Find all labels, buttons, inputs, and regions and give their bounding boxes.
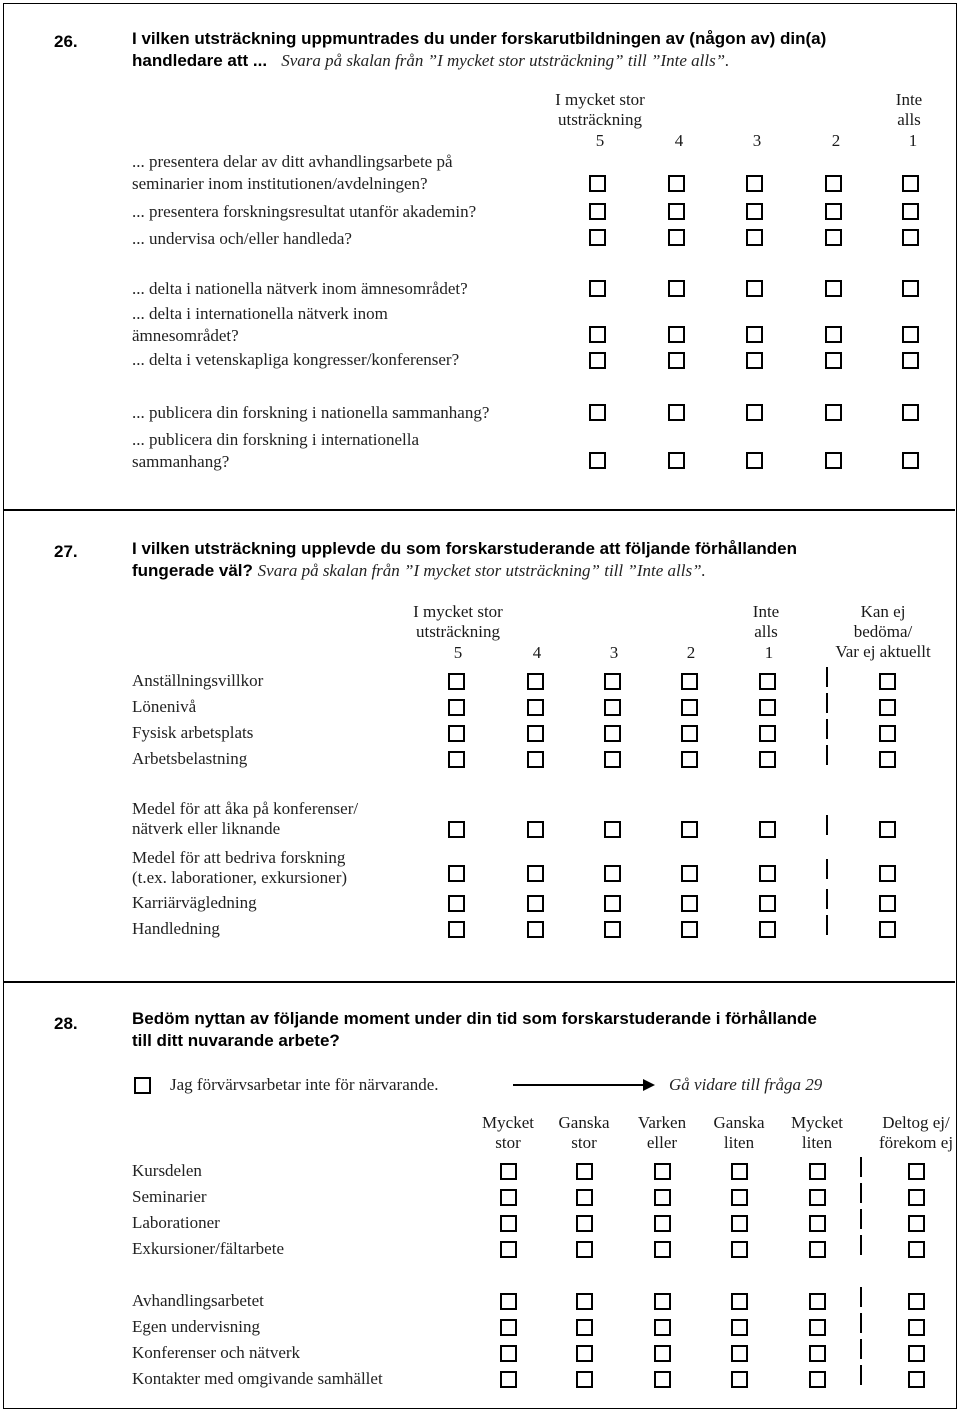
q28-column-header-line: liten	[723, 1133, 755, 1152]
q27-checkbox[interactable]	[759, 821, 776, 838]
q26-item-label: ... delta i vetenskapliga kongresser/konferenser?	[132, 350, 460, 369]
q26-checkbox[interactable]	[825, 326, 842, 343]
q28-checkbox[interactable]	[576, 1293, 593, 1310]
q28-checkbox[interactable]	[654, 1189, 671, 1206]
q27-checkbox[interactable]	[604, 673, 621, 690]
not-working-label: Jag förvärvsarbetar inte för närvarande.	[170, 1075, 439, 1094]
q27-checkbox[interactable]	[448, 725, 465, 742]
q28-checkbox[interactable]	[500, 1319, 517, 1336]
q27-checkbox[interactable]	[604, 865, 621, 882]
q28-checkbox[interactable]	[731, 1215, 748, 1232]
q26-item-label: ... presentera delar av ditt avhandlingsarbete på	[132, 152, 453, 171]
q27-scale-3: 3	[609, 643, 619, 662]
q27-item-label: Karriärvägledning	[132, 893, 257, 912]
q26-header-high-line2: utsträckning	[557, 110, 643, 129]
skip-arrow-icon	[513, 1084, 645, 1086]
q26-checkbox[interactable]	[902, 229, 919, 246]
q26-checkbox[interactable]	[902, 280, 919, 297]
q28-column-header-line: Deltog ej/	[882, 1113, 950, 1132]
section-divider-2	[4, 981, 955, 983]
q28-checkbox[interactable]	[654, 1371, 671, 1388]
q26-item-label: ämnesområdet?	[132, 326, 239, 345]
q28-item-label: Egen undervisning	[132, 1317, 260, 1336]
q28-checkbox[interactable]	[731, 1189, 748, 1206]
q27-item-label: Medel för att åka på konferenser/	[132, 799, 359, 818]
q26-checkbox[interactable]	[668, 280, 685, 297]
q27-checkbox[interactable]	[604, 751, 621, 768]
q26-scale-1: 1	[908, 131, 918, 150]
q26-header-high-line1: I mycket stor	[555, 90, 645, 109]
q28-column-header-line: Ganska	[713, 1113, 765, 1132]
q26-item-label: ... undervisa och/eller handleda?	[132, 229, 352, 248]
q27-header-na-line1: Kan ej	[860, 602, 906, 621]
q26-checkbox[interactable]	[902, 404, 919, 421]
q26-checkbox[interactable]	[589, 175, 606, 192]
q27-checkbox[interactable]	[681, 699, 698, 716]
skip-instruction: Gå vidare till fråga 29	[669, 1075, 823, 1094]
q28-checkbox[interactable]	[576, 1189, 593, 1206]
q26-checkbox[interactable]	[589, 203, 606, 220]
q27-instruction: Svara på skalan från ”I mycket stor utsträckning” till ”Inte alls”.	[257, 561, 706, 580]
q28-checkbox[interactable]	[500, 1371, 517, 1388]
q26-checkbox[interactable]	[746, 326, 763, 343]
q27-na-checkbox[interactable]	[879, 725, 896, 742]
q28-checkbox[interactable]	[654, 1215, 671, 1232]
q26-checkbox[interactable]	[589, 229, 606, 246]
q27-header-na-line2: bedöma/	[853, 622, 913, 641]
q27-na-checkbox[interactable]	[879, 751, 896, 768]
q27-separator	[826, 859, 828, 879]
q28-column-header-line: stor	[571, 1133, 597, 1152]
q27-separator	[826, 667, 828, 687]
q26-instruction: Svara på skalan från ”I mycket stor utsträckning” till ”Inte alls”.	[281, 51, 730, 70]
q27-item-label: nätverk eller liknande	[132, 819, 281, 838]
q27-checkbox[interactable]	[448, 673, 465, 690]
survey-page	[3, 3, 957, 1409]
q26-checkbox[interactable]	[668, 203, 685, 220]
q28-separator	[860, 1287, 862, 1307]
q28-column-header-line: liten	[801, 1133, 833, 1152]
q27-checkbox[interactable]	[681, 865, 698, 882]
q27-scale-4: 4	[532, 643, 542, 662]
q27-checkbox[interactable]	[681, 821, 698, 838]
q28-separator	[860, 1313, 862, 1333]
q28-separator	[860, 1235, 862, 1255]
q28-number: 28.	[54, 1014, 78, 1033]
q28-na-checkbox[interactable]	[908, 1215, 925, 1232]
q26-checkbox[interactable]	[902, 352, 919, 369]
q26-checkbox[interactable]	[589, 326, 606, 343]
q26-checkbox[interactable]	[746, 352, 763, 369]
q28-title-line1: Bedöm nyttan av följande moment under din tid som forskarstuderande i förhållande	[132, 1009, 817, 1028]
q27-item-label: Anställningsvillkor	[132, 671, 264, 690]
q28-na-checkbox[interactable]	[908, 1371, 925, 1388]
q26-checkbox[interactable]	[668, 229, 685, 246]
q26-checkbox[interactable]	[825, 280, 842, 297]
q28-checkbox[interactable]	[576, 1319, 593, 1336]
q27-checkbox[interactable]	[527, 895, 544, 912]
q27-checkbox[interactable]	[448, 921, 465, 938]
q26-checkbox[interactable]	[746, 280, 763, 297]
q27-na-checkbox[interactable]	[879, 699, 896, 716]
q27-checkbox[interactable]	[604, 921, 621, 938]
q26-checkbox[interactable]	[902, 326, 919, 343]
q27-checkbox[interactable]	[681, 895, 698, 912]
q28-checkbox[interactable]	[809, 1189, 826, 1206]
q28-column-header	[468, 1113, 548, 1153]
q28-column-header	[777, 1113, 857, 1153]
q28-column-header-line: Mycket	[482, 1113, 534, 1132]
q27-item-label: Arbetsbelastning	[132, 749, 248, 768]
q27-checkbox[interactable]	[759, 865, 776, 882]
q28-item-label: Avhandlingsarbetet	[132, 1291, 264, 1310]
q26-checkbox[interactable]	[902, 203, 919, 220]
q28-checkbox[interactable]	[809, 1293, 826, 1310]
not-working-checkbox[interactable]	[134, 1077, 151, 1094]
q27-header-na	[818, 602, 948, 662]
q27-checkbox[interactable]	[681, 921, 698, 938]
q27-checkbox[interactable]	[759, 699, 776, 716]
q28-checkbox[interactable]	[500, 1215, 517, 1232]
q27-checkbox[interactable]	[448, 751, 465, 768]
q28-column-header-line: Varken	[637, 1113, 687, 1132]
q27-checkbox[interactable]	[681, 751, 698, 768]
q26-checkbox[interactable]	[746, 229, 763, 246]
q26-title-bold: handledare att ...	[132, 51, 268, 70]
q28-checkbox[interactable]	[500, 1189, 517, 1206]
q27-header-high-line2: utsträckning	[415, 622, 501, 641]
q28-checkbox[interactable]	[731, 1371, 748, 1388]
q28-checkbox[interactable]	[731, 1293, 748, 1310]
q27-checkbox[interactable]	[527, 673, 544, 690]
q26-header-low-line1: Inte	[895, 90, 923, 109]
q27-na-checkbox[interactable]	[879, 865, 896, 882]
q26-checkbox[interactable]	[825, 203, 842, 220]
q28-checkbox[interactable]	[576, 1215, 593, 1232]
q28-separator	[860, 1339, 862, 1359]
q28-checkbox[interactable]	[809, 1215, 826, 1232]
q27-checkbox[interactable]	[681, 673, 698, 690]
q27-scale-5: 5	[453, 643, 463, 662]
q26-item-label: ... presentera forskningsresultat utanför akademin?	[132, 202, 477, 221]
q28-title-line2: till ditt nuvarande arbete?	[132, 1031, 340, 1050]
q28-separator	[860, 1183, 862, 1203]
q28-checkbox[interactable]	[731, 1319, 748, 1336]
q27-checkbox[interactable]	[527, 821, 544, 838]
q26-header-low	[874, 90, 944, 130]
q27-number: 27.	[54, 542, 78, 561]
q28-item-label: Seminarier	[132, 1187, 207, 1206]
q28-column-header-line: eller	[646, 1133, 678, 1152]
q28-checkbox[interactable]	[576, 1371, 593, 1388]
q28-column-header-line: förekom ej	[878, 1133, 954, 1152]
q26-checkbox[interactable]	[902, 452, 919, 469]
q28-column-header	[861, 1113, 960, 1153]
q26-checkbox[interactable]	[589, 280, 606, 297]
q28-column-header-line: Mycket	[791, 1113, 843, 1132]
q26-checkbox[interactable]	[668, 352, 685, 369]
q26-item-label: seminarier inom institutionen/avdelningen?	[132, 174, 428, 193]
q28-checkbox[interactable]	[654, 1241, 671, 1258]
q27-header-na-line3: Var ej aktuellt	[835, 642, 931, 661]
q27-header-low-line1: Inte	[752, 602, 780, 621]
q27-scale-1: 1	[764, 643, 774, 662]
q26-item-label: ... publicera din forskning i nationella sammanhang?	[132, 403, 490, 422]
q26-checkbox[interactable]	[668, 452, 685, 469]
q28-checkbox[interactable]	[576, 1345, 593, 1362]
q26-item-label: ... publicera din forskning i internationella	[132, 430, 420, 449]
q28-checkbox[interactable]	[809, 1241, 826, 1258]
q26-title-line1: I vilken utsträckning uppmuntrades du under forskarutbildningen av (någon av) din(a)	[132, 29, 827, 48]
q27-separator	[826, 745, 828, 765]
q26-checkbox[interactable]	[668, 175, 685, 192]
q28-checkbox[interactable]	[576, 1241, 593, 1258]
q27-item-label: (t.ex. laborationer, exkursioner)	[132, 868, 348, 887]
q28-column-header-line: Ganska	[558, 1113, 610, 1132]
q26-scale-4: 4	[674, 131, 684, 150]
q28-checkbox[interactable]	[576, 1163, 593, 1180]
q28-checkbox[interactable]	[809, 1319, 826, 1336]
q28-checkbox[interactable]	[500, 1293, 517, 1310]
q27-na-checkbox[interactable]	[879, 921, 896, 938]
q28-checkbox[interactable]	[809, 1371, 826, 1388]
q26-checkbox[interactable]	[902, 175, 919, 192]
q26-header-low-line2: alls	[897, 110, 921, 129]
q28-item-label: Konferenser och nätverk	[132, 1343, 301, 1362]
q27-header-low-line2: alls	[754, 622, 778, 641]
q27-item-label: Medel för att bedriva forskning	[132, 848, 346, 867]
q27-checkbox[interactable]	[604, 821, 621, 838]
q27-checkbox[interactable]	[604, 895, 621, 912]
q28-na-checkbox[interactable]	[908, 1293, 925, 1310]
q27-checkbox[interactable]	[681, 725, 698, 742]
q28-na-checkbox[interactable]	[908, 1241, 925, 1258]
q27-checkbox[interactable]	[604, 699, 621, 716]
q26-scale-3: 3	[752, 131, 762, 150]
q27-item-label: Lönenivå	[132, 697, 197, 716]
q27-checkbox[interactable]	[527, 725, 544, 742]
q28-separator	[860, 1209, 862, 1229]
q27-checkbox[interactable]	[759, 673, 776, 690]
q28-checkbox[interactable]	[809, 1163, 826, 1180]
q28-checkbox[interactable]	[654, 1293, 671, 1310]
q27-na-checkbox[interactable]	[879, 895, 896, 912]
q27-header-low	[731, 602, 801, 642]
q26-scale-5: 5	[595, 131, 605, 150]
q27-checkbox[interactable]	[448, 699, 465, 716]
q26-title-line2	[132, 51, 729, 71]
q27-checkbox[interactable]	[759, 725, 776, 742]
q27-item-label: Fysisk arbetsplats	[132, 723, 254, 742]
q26-header-high	[530, 90, 670, 130]
q28-checkbox[interactable]	[500, 1163, 517, 1180]
q26-scale-2: 2	[831, 131, 841, 150]
q28-item-label: Kontakter med omgivande samhället	[132, 1369, 383, 1388]
q28-na-checkbox[interactable]	[908, 1163, 925, 1180]
q27-checkbox[interactable]	[448, 821, 465, 838]
q27-header-high	[388, 602, 528, 642]
q28-column-header	[544, 1113, 624, 1153]
q28-item-label: Exkursioner/fältarbete	[132, 1239, 284, 1258]
q28-checkbox[interactable]	[654, 1319, 671, 1336]
q26-checkbox[interactable]	[746, 175, 763, 192]
q26-checkbox[interactable]	[589, 404, 606, 421]
q27-separator	[826, 693, 828, 713]
q27-header-high-line1: I mycket stor	[413, 602, 503, 621]
q28-checkbox[interactable]	[654, 1163, 671, 1180]
q26-checkbox[interactable]	[825, 352, 842, 369]
q26-checkbox[interactable]	[668, 404, 685, 421]
q27-title-bold: fungerade väl?	[132, 561, 253, 580]
q26-checkbox[interactable]	[825, 452, 842, 469]
q28-item-label: Kursdelen	[132, 1161, 202, 1180]
q27-checkbox[interactable]	[759, 921, 776, 938]
q27-checkbox[interactable]	[604, 725, 621, 742]
q27-separator	[826, 889, 828, 909]
skip-arrowhead-icon	[643, 1079, 655, 1091]
q28-column-header-line: stor	[495, 1133, 521, 1152]
q28-column-header	[622, 1113, 702, 1153]
q27-separator	[826, 815, 828, 835]
q28-checkbox[interactable]	[731, 1345, 748, 1362]
q26-checkbox[interactable]	[589, 352, 606, 369]
q28-separator	[860, 1157, 862, 1177]
q28-checkbox[interactable]	[731, 1163, 748, 1180]
q27-checkbox[interactable]	[527, 865, 544, 882]
q28-checkbox[interactable]	[500, 1241, 517, 1258]
q27-title-line2	[132, 561, 706, 581]
q26-item-label: sammanhang?	[132, 452, 230, 471]
q28-separator	[860, 1365, 862, 1385]
q26-checkbox[interactable]	[668, 326, 685, 343]
q26-item-label: ... delta i internationella nätverk inom	[132, 304, 388, 323]
q27-item-label: Handledning	[132, 919, 220, 938]
q27-scale-2: 2	[686, 643, 696, 662]
q27-checkbox[interactable]	[759, 895, 776, 912]
q26-checkbox[interactable]	[825, 404, 842, 421]
q27-na-checkbox[interactable]	[879, 673, 896, 690]
q28-checkbox[interactable]	[500, 1345, 517, 1362]
q28-checkbox[interactable]	[654, 1345, 671, 1362]
q28-na-checkbox[interactable]	[908, 1189, 925, 1206]
q27-checkbox[interactable]	[527, 921, 544, 938]
q27-checkbox[interactable]	[448, 865, 465, 882]
q26-checkbox[interactable]	[825, 229, 842, 246]
q27-title-line1: I vilken utsträckning upplevde du som forskarstuderande att följande förhållanden	[132, 539, 798, 558]
q27-checkbox[interactable]	[448, 895, 465, 912]
q28-na-checkbox[interactable]	[908, 1319, 925, 1336]
q28-checkbox[interactable]	[809, 1345, 826, 1362]
q27-checkbox[interactable]	[759, 751, 776, 768]
q28-na-checkbox[interactable]	[908, 1345, 925, 1362]
q26-checkbox[interactable]	[746, 452, 763, 469]
q26-checkbox[interactable]	[589, 452, 606, 469]
q26-item-label: ... delta i nationella nätverk inom ämnesområdet?	[132, 279, 468, 298]
q28-column-header	[699, 1113, 779, 1153]
q26-checkbox[interactable]	[746, 404, 763, 421]
q27-separator	[826, 915, 828, 935]
section-divider-1	[4, 509, 955, 511]
q27-separator	[826, 719, 828, 739]
q27-checkbox[interactable]	[527, 699, 544, 716]
q26-number: 26.	[54, 32, 78, 51]
q28-item-label: Laborationer	[132, 1213, 220, 1232]
q26-checkbox[interactable]	[746, 203, 763, 220]
q27-na-checkbox[interactable]	[879, 821, 896, 838]
q27-checkbox[interactable]	[527, 751, 544, 768]
q28-checkbox[interactable]	[731, 1241, 748, 1258]
q26-checkbox[interactable]	[825, 175, 842, 192]
